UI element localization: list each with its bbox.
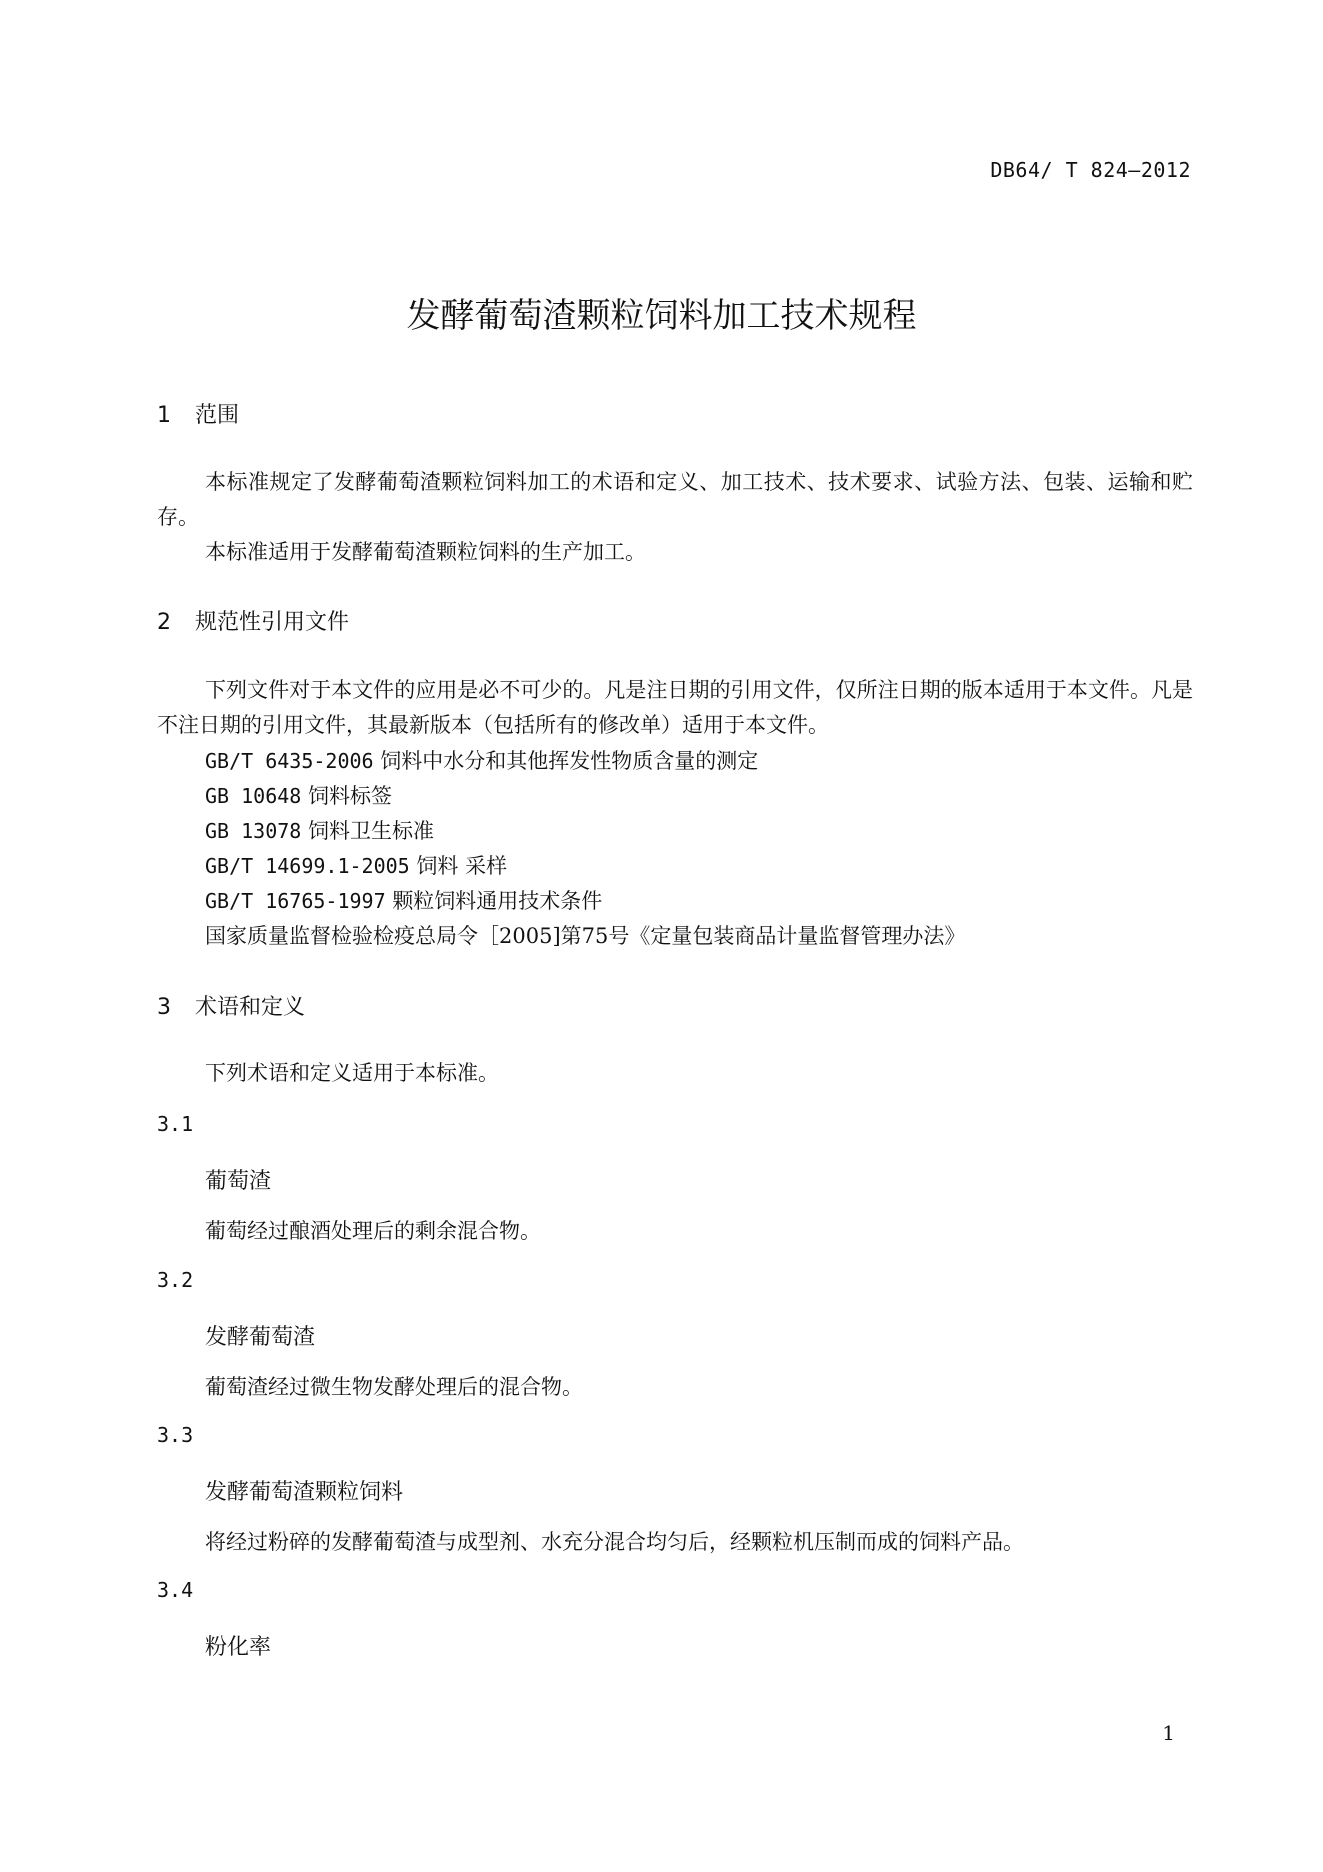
section-3-heading [157,990,305,1021]
section-1-paragraph-2: 本标准适用于发酵葡萄渣颗粒饲料的生产加工。 [205,540,646,564]
term-number: 3.4 [157,1578,194,1602]
reference-item [205,745,758,775]
section-title: 范围 [195,403,240,428]
section-2-intro: 下列文件对于本文件的应用是必不可少的。凡是注日期的引用文件，仅所注日期的版本适用于本文件。凡是不注日期的引用文件，其最新版本（包括所有的修改单）适用于本文件。 [157,678,1193,737]
section-2-heading [157,605,349,636]
term-number: 3.1 [157,1112,194,1136]
term-definition: 葡萄经过酿酒处理后的剩余混合物。 [205,1219,541,1243]
term-definition: 葡萄渣经过微生物发酵处理后的混合物。 [205,1375,583,1399]
term-number: 3.2 [157,1268,194,1292]
reference-item [205,780,392,810]
term-name: 发酵葡萄渣 [205,1325,316,1350]
section-1-heading [157,398,239,429]
term-number: 3.3 [157,1423,194,1447]
reference-name: 饲料 采样 [416,854,508,878]
section-number: 3 [157,995,171,1020]
section-number: 2 [157,610,171,635]
standard-code: DB64/ T 824—2012 [990,158,1191,182]
reference-name: 饲料卫生标准 [308,819,435,843]
section-1-paragraph-1: 本标准规定了发酵葡萄渣颗粒饲料加工的术语和定义、加工技术、技术要求、试验方法、包装、运输和贮存。 [157,470,1193,529]
reference-item [205,885,602,915]
reference-code: GB 13078 [205,819,302,843]
section-title: 术语和定义 [195,995,306,1020]
reference-name: 饲料标签 [308,784,393,808]
reference-item [205,815,434,845]
reference-code: GB/T 16765-1997 [205,889,386,913]
section-3-intro: 下列术语和定义适用于本标准。 [205,1061,499,1085]
reference-code: GB/T 6435-2006 [205,749,374,773]
reference-decree: 国家质量监督检验检疫总局令［2005]第75号《定量包装商品计量监督管理办法》 [205,924,966,948]
reference-item [205,850,507,880]
section-number: 1 [157,403,171,428]
reference-code: GB 10648 [205,784,302,808]
reference-name: 颗粒饲料通用技术条件 [392,889,603,913]
section-title: 规范性引用文件 [195,610,350,635]
term-name: 发酵葡萄渣颗粒饲料 [205,1480,404,1505]
term-name: 葡萄渣 [205,1169,272,1194]
reference-code: GB/T 14699.1-2005 [205,854,410,878]
term-definition: 将经过粉碎的发酵葡萄渣与成型剂、水充分混合均匀后，经颗粒机压制而成的饲料产品。 [205,1530,1024,1554]
document-title: 发酵葡萄渣颗粒饲料加工技术规程 [406,296,917,336]
page-number: 1 [1162,1721,1175,1745]
reference-name: 饲料中水分和其他挥发性物质含量的测定 [380,749,759,773]
term-name: 粉化率 [205,1635,272,1660]
